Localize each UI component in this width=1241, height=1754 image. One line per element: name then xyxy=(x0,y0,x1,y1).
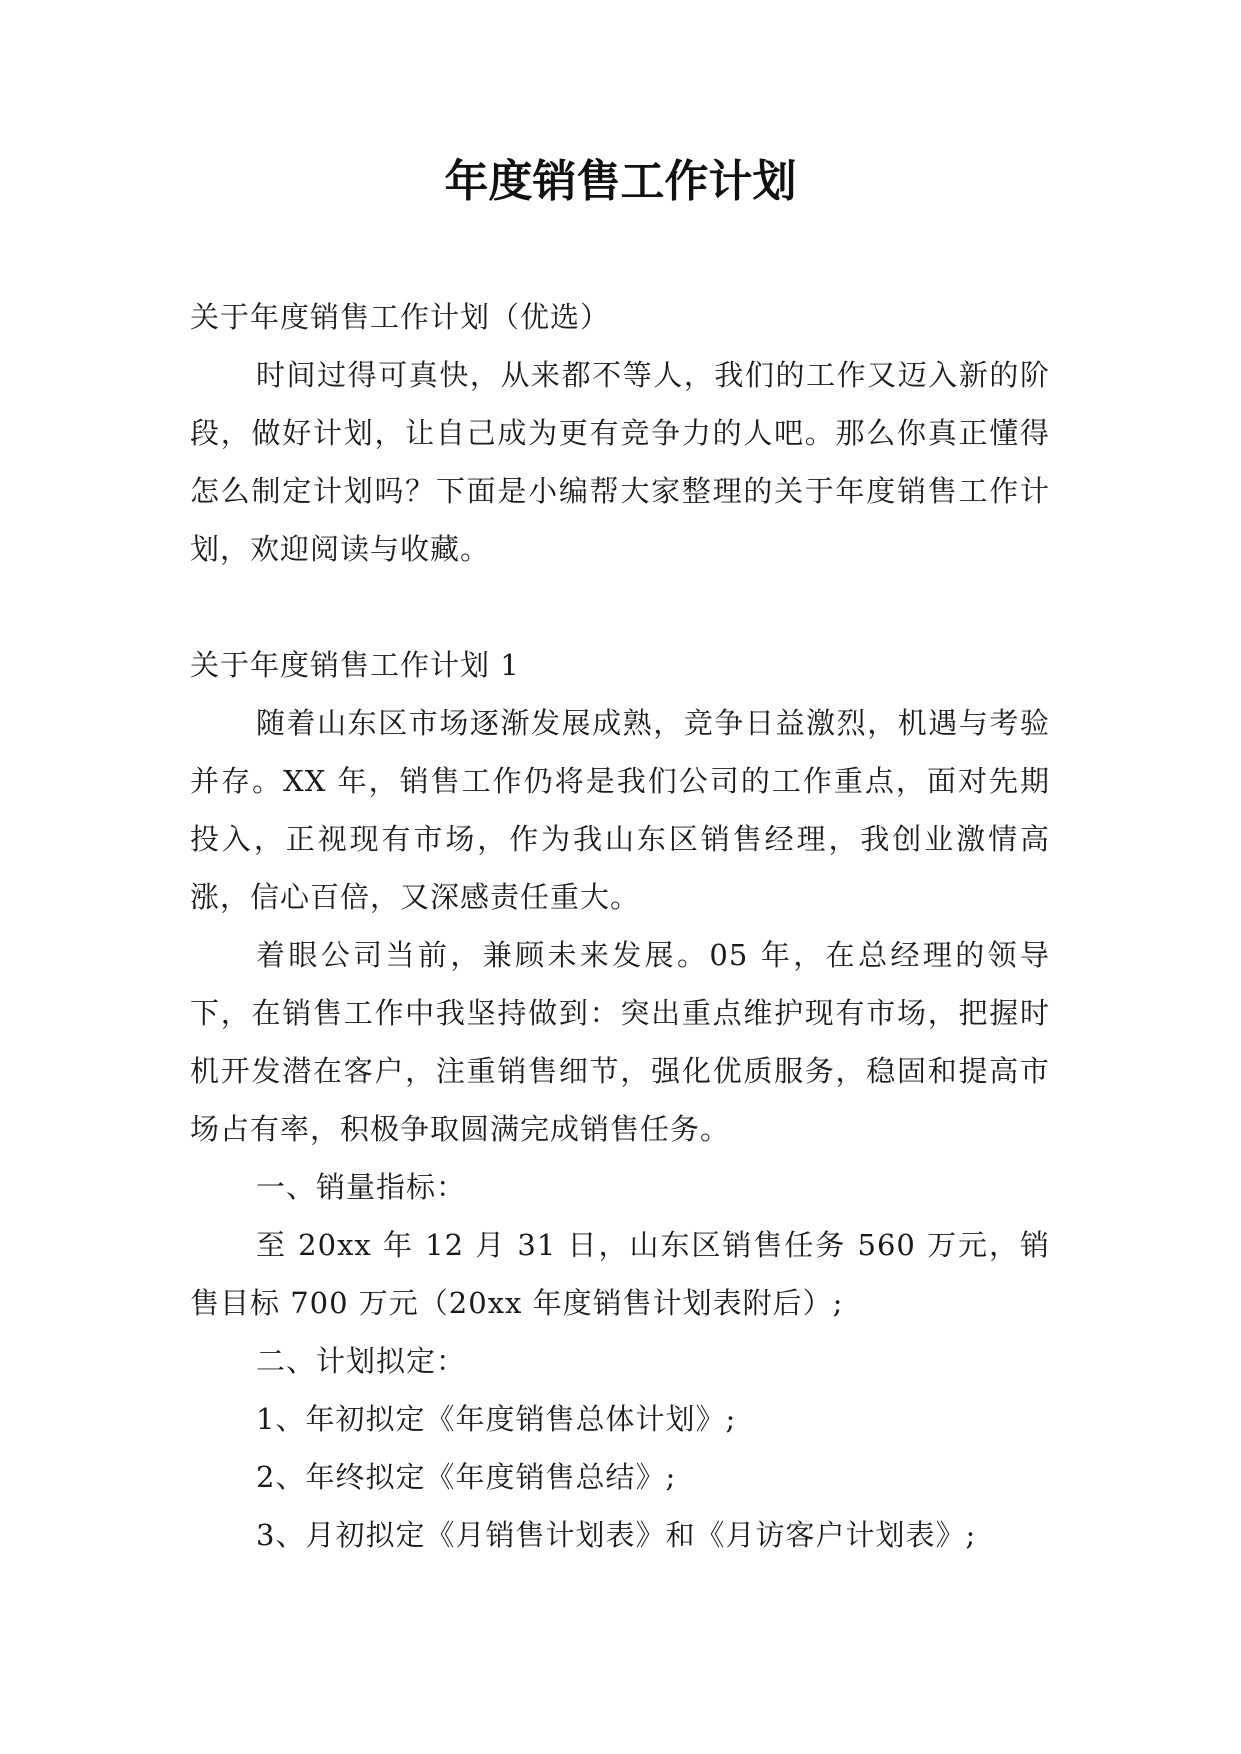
list-heading: 二、计划拟定： xyxy=(256,1344,467,1378)
body-paragraph: 随着山东区市场逐渐发展成熟，竞争日益激烈，机遇与考验并存。XX 年，销售工作仍将是我们公司的工作重点，面对先期投入，正视现有市场，作为我山东区销售经理，我创业激情高涨，信心百倍，又深感责任重大。 xyxy=(190,706,1050,914)
document-title: 年度销售工作计划 xyxy=(444,156,797,207)
document-subtitle: 关于年度销售工作计划（优选） xyxy=(190,300,611,334)
intro-paragraph: 时间过得可真快，从来都不等人，我们的工作又迈入新的阶段，做好计划，让自己成为更有竞争力的人吧。那么你真正懂得怎么制定计划吗？下面是小编帮大家整理的关于年度销售工作计划，欢迎阅读与收藏。 xyxy=(190,358,1050,566)
list-item: 3、月初拟定《月销售计划表》和《月访客户计划表》; xyxy=(256,1518,977,1552)
document-body xyxy=(190,288,1050,1564)
list-heading: 一、销量指标： xyxy=(256,1170,467,1204)
section-heading: 关于年度销售工作计划 1 xyxy=(190,648,520,682)
body-paragraph: 至 20xx 年 12 月 31 日，山东区销售任务 560 万元，销售目标 700 万元（20xx 年度销售计划表附后）; xyxy=(190,1228,1050,1320)
list-item: 1、年初拟定《年度销售总体计划》; xyxy=(256,1402,737,1436)
body-paragraph: 着眼公司当前，兼顾未来发展。05 年，在总经理的领导下，在销售工作中我坚持做到：突出重点维护现有市场，把握时机开发潜在客户，注重销售细节，强化优质服务，稳固和提高市场占有率，积极争取圆满完成销售任务。 xyxy=(190,938,1050,1146)
list-item: 2、年终拟定《年度销售总结》; xyxy=(256,1460,677,1494)
